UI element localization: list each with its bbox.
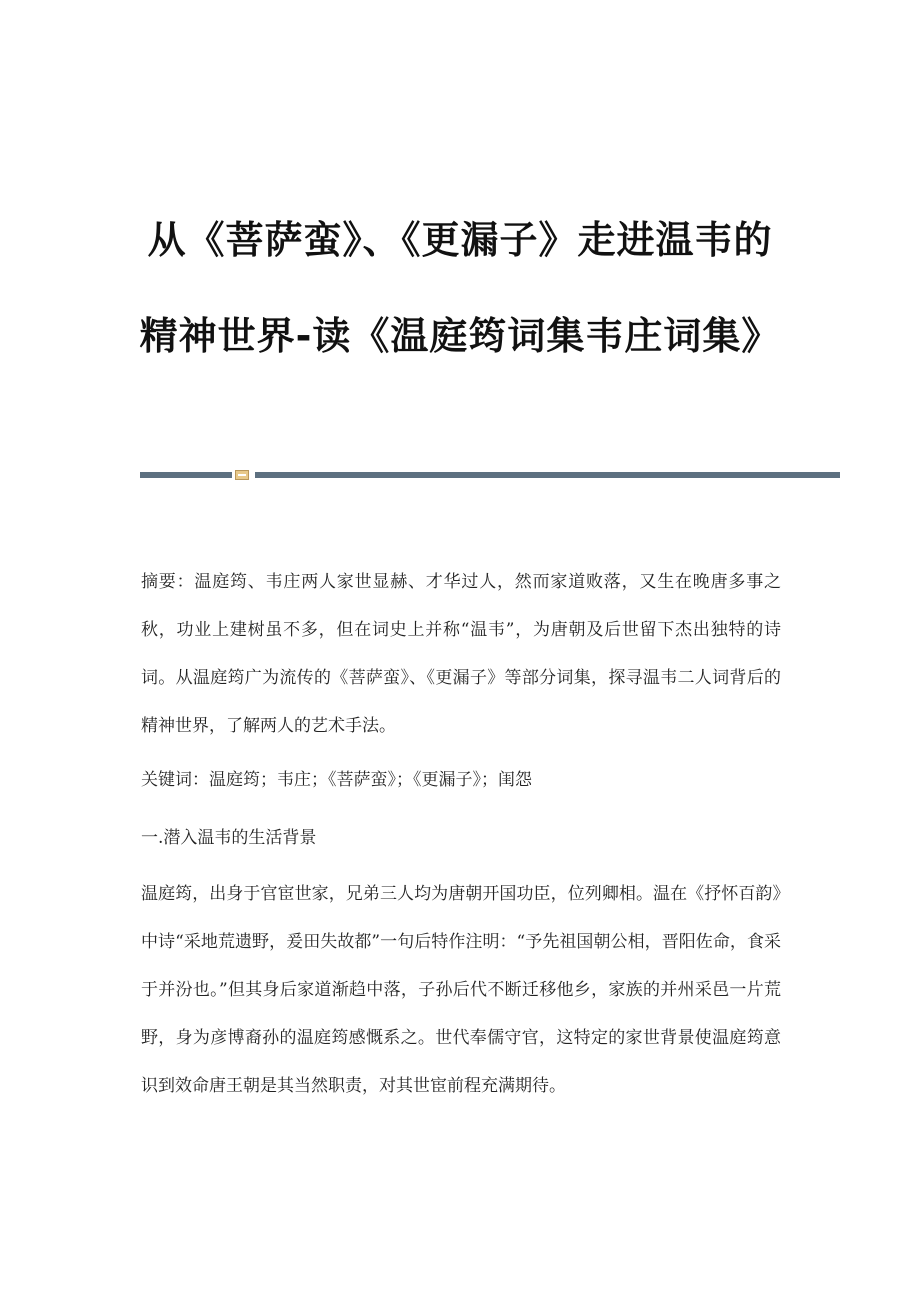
section-heading-text: 一.潜入温韦的生活背景 xyxy=(141,828,317,848)
keywords-line: 关键词：温庭筠；韦庄；《菩萨蛮》；《更漏子》；闺怨 xyxy=(141,770,532,790)
abstract-paragraph: 摘要：温庭筠、韦庄两人家世显赫、才华过人，然而家道败落，又生在晚唐多事之秋，功业上建树虽不多，但在词史上并称“温韦”，为唐朝及后世留下杰出独特的诗词。从温庭筠广为流传的《菩萨蛮》、《更漏子》等部分词集，探寻温韦二人词背后的精神世界，了解两人的艺术手法。 xyxy=(141,572,781,736)
divider-ornament-icon xyxy=(235,470,249,480)
keywords-section xyxy=(141,756,781,804)
document-title-line-2: 精神世界-读《温庭筠词集韦庄词集》 xyxy=(139,314,781,358)
divider-bar-left xyxy=(140,472,232,478)
section-heading xyxy=(141,814,781,862)
divider-bar-right xyxy=(255,472,840,478)
body-section xyxy=(141,870,781,1110)
document-title-line-1: 从《菩萨蛮》、《更漏子》走进温韦的 xyxy=(147,218,773,262)
body-paragraph: 温庭筠，出身于官宦世家，兄弟三人均为唐朝开国功臣，位列卿相。温在《抒怀百韵》中诗“采地荒遗野，爰田失故都”一句后特作注明：“予先祖国朝公相，晋阳佐命，食采于并汾也。”但其身后家道渐趋中落，子孙后代不断迁移他乡，家族的并州采邑一片荒野，身为彦博裔孙的温庭筠感慨系之。世代奉儒守官，这特定的家世背景使温庭筠意识到效命唐王朝是其当然职责，对其世宦前程充满期待。 xyxy=(141,884,781,1096)
abstract-section xyxy=(141,558,781,750)
title-divider xyxy=(140,470,840,480)
